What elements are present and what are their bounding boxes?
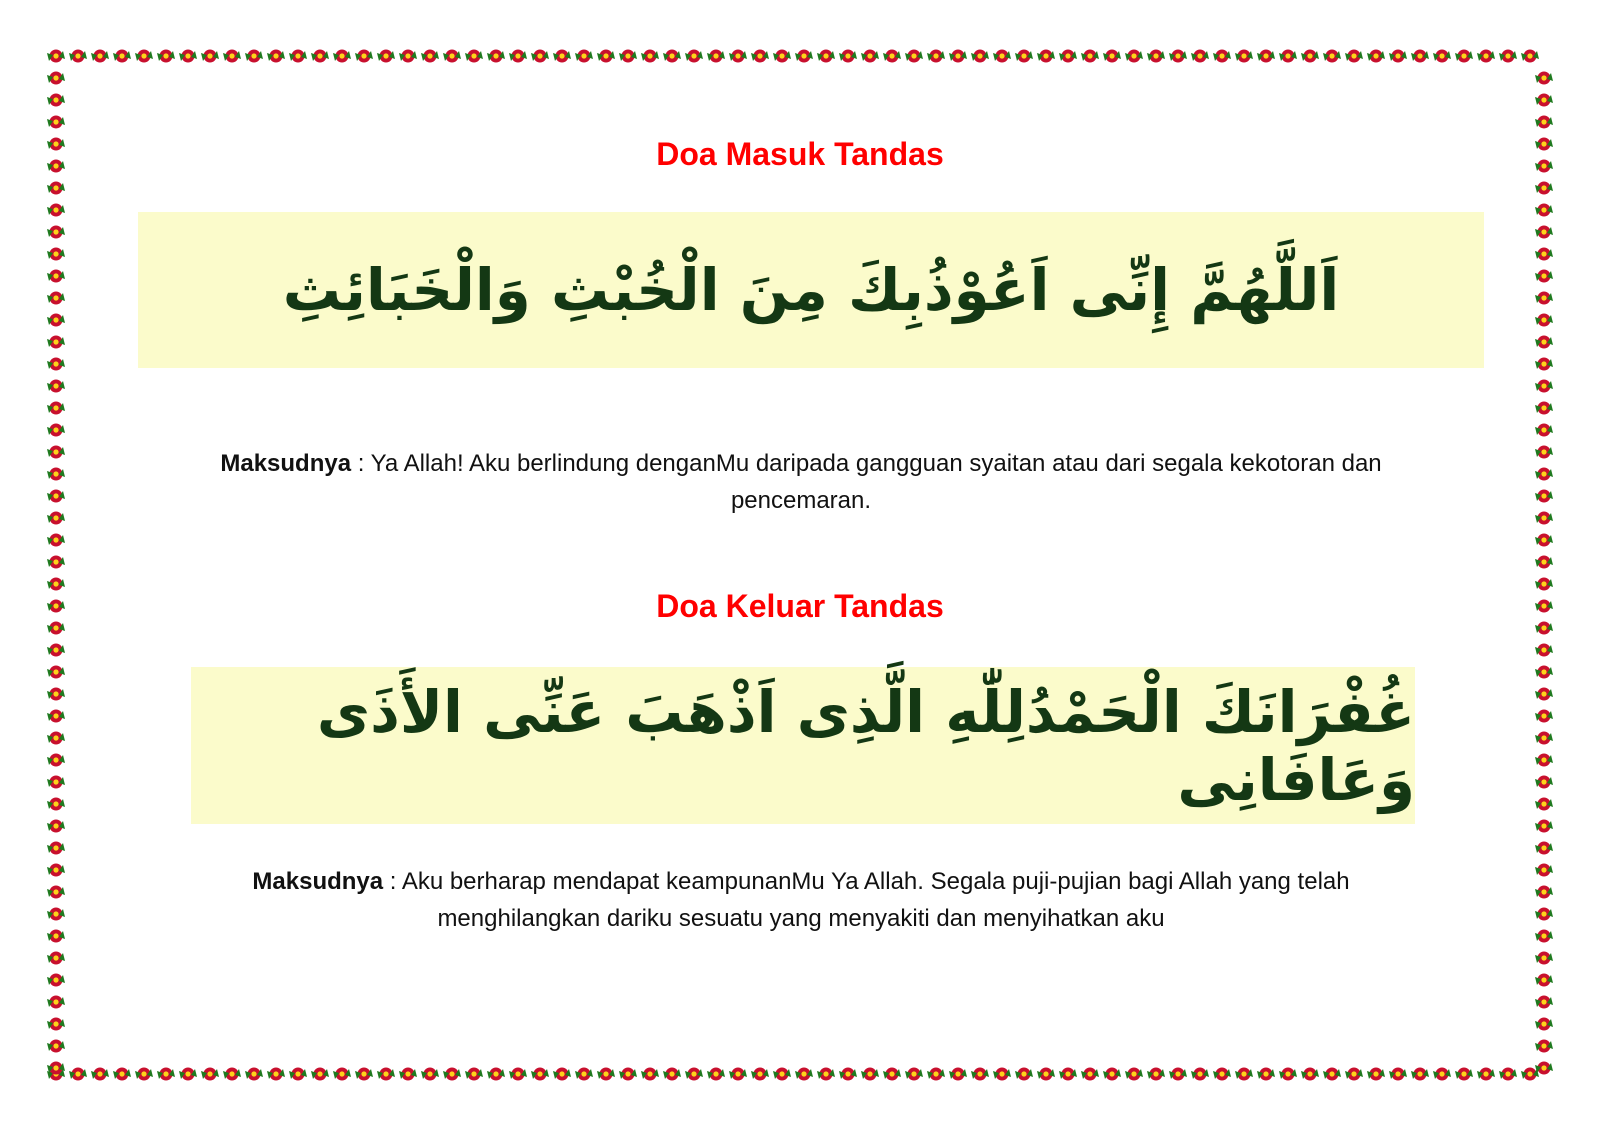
flower-icon [47,50,65,63]
flower-icon [47,974,65,987]
flower-icon [135,50,153,63]
flower-icon [1433,50,1451,63]
flower-icon [685,1068,703,1081]
flower-icon [553,1068,571,1081]
flower-icon [47,182,65,195]
flower-icon [905,50,923,63]
flower-icon [47,270,65,283]
flower-icon [157,1068,175,1081]
flower-icon [1279,1068,1297,1081]
flower-icon [47,94,65,107]
flower-icon [113,50,131,63]
flower-icon [861,50,879,63]
flower-icon [223,1068,241,1081]
flower-icon [443,50,461,63]
flower-icon [1455,1068,1473,1081]
flower-icon [1081,1068,1099,1081]
meaning-masuk [170,445,1432,519]
flower-icon [817,50,835,63]
flower-icon [1191,50,1209,63]
flower-icon [1535,798,1553,811]
flower-icon [1499,1068,1517,1081]
flower-icon [1535,490,1553,503]
meaning-separator: : [383,868,402,895]
flower-icon [201,50,219,63]
flower-icon [1535,94,1553,107]
flower-icon [1345,1068,1363,1081]
flower-icon [685,50,703,63]
flower-icon [1535,732,1553,745]
flower-icon [1477,1068,1495,1081]
flower-icon [47,468,65,481]
flower-icon [1535,710,1553,723]
flower-icon [377,50,395,63]
section-title-masuk: Doa Masuk Tandas [656,136,944,172]
flower-icon [1535,842,1553,855]
flower-icon [553,50,571,63]
flower-icon [289,1068,307,1081]
flower-icon [1521,50,1539,63]
flower-icon [179,1068,197,1081]
flower-icon [1477,50,1495,63]
flower-icon [47,644,65,657]
flower-icon [663,1068,681,1081]
flower-icon [1279,50,1297,63]
flower-icon [1433,1068,1451,1081]
flower-icon [1081,50,1099,63]
flower-icon [619,1068,637,1081]
flower-icon [1535,886,1553,899]
flower-icon [575,50,593,63]
flower-icon [1535,754,1553,767]
flower-icon [267,1068,285,1081]
flower-icon [47,864,65,877]
flower-icon [509,1068,527,1081]
arabic-text-masuk: اَللَّهُمَّ إِنِّى اَعُوْذُبِكَ مِنَ الْخُبْثِ وَالْخَبَائِثِ [282,256,1340,324]
flower-icon [1147,50,1165,63]
flower-icon [1235,50,1253,63]
flower-icon [883,50,901,63]
flower-icon [47,358,65,371]
flower-icon [1323,50,1341,63]
flower-icon [1535,248,1553,261]
flower-icon [1535,666,1553,679]
flower-icon [47,754,65,767]
flower-icon [1535,996,1553,1009]
flower-icon [47,380,65,393]
flower-icon [751,50,769,63]
flower-icon [311,1068,329,1081]
flower-icon [47,930,65,943]
flower-icon [223,50,241,63]
flower-icon [47,688,65,701]
flower-icon [1535,644,1553,657]
flower-icon [531,50,549,63]
flower-icon [597,50,615,63]
flower-icon [355,50,373,63]
flower-icon [47,600,65,613]
flower-icon [47,1040,65,1053]
flower-icon [1535,556,1553,569]
flower-icon [1535,776,1553,789]
flower-icon [707,1068,725,1081]
flower-icon [1535,534,1553,547]
flower-icon [399,1068,417,1081]
flower-icon [1213,1068,1231,1081]
flower-icon [91,50,109,63]
flower-icon [641,50,659,63]
flower-icon [1059,50,1077,63]
flower-icon [1037,1068,1055,1081]
flower-icon [597,1068,615,1081]
flower-icon [773,1068,791,1081]
flower-icon [1367,1068,1385,1081]
flower-icon [1535,512,1553,525]
flower-icon [927,50,945,63]
flower-icon [1103,50,1121,63]
flower-icon [1535,138,1553,151]
flower-icon [47,798,65,811]
flower-icon [971,50,989,63]
flower-icon [707,50,725,63]
flower-icon [1059,1068,1077,1081]
flower-icon [1147,1068,1165,1081]
flower-icon [113,1068,131,1081]
flower-icon [1535,160,1553,173]
flower-icon [245,50,263,63]
flower-icon [1535,204,1553,217]
flower-icon [289,50,307,63]
flower-icon [47,248,65,261]
flower-icon [1015,1068,1033,1081]
arabic-prayer-masuk [138,212,1484,368]
section-title-keluar: Doa Keluar Tandas [656,588,944,624]
flower-icon [993,1068,1011,1081]
flower-icon [1411,1068,1429,1081]
flower-icon [333,50,351,63]
meaning-keluar [190,863,1412,937]
flower-icon [1213,50,1231,63]
flower-icon [47,424,65,437]
flower-icon [1301,1068,1319,1081]
flower-icon [47,908,65,921]
flower-icon [47,138,65,151]
flower-icon [1535,72,1553,85]
flower-icon [927,1068,945,1081]
meaning-text: Aku berharap mendapat keampunanMu Ya Allah. Segala puji-pujian bagi Allah yang telah menghilangkan dariku sesuatu yang menyakiti dan menyihatkan aku [401,868,1350,932]
flower-icon [1535,270,1553,283]
flower-icon [91,1068,109,1081]
flower-icon [1535,182,1553,195]
meaning-text: Ya Allah! Aku berlindung denganMu daripada gangguan syaitan atau dari segala kekotoran dan pencemaran. [370,450,1382,514]
flower-icon [1345,50,1363,63]
flower-icon [47,732,65,745]
flower-icon [839,50,857,63]
flower-icon [663,50,681,63]
flower-icon [47,402,65,415]
flower-icon [267,50,285,63]
flower-icon [355,1068,373,1081]
flower-icon [1535,446,1553,459]
flower-icon [47,952,65,965]
flower-icon [1499,50,1517,63]
flower-icon [443,1068,461,1081]
flower-icon [795,1068,813,1081]
flower-icon [47,292,65,305]
flower-icon [47,490,65,503]
flower-icon [1015,50,1033,63]
flower-icon [47,622,65,635]
flower-icon [531,1068,549,1081]
flower-icon [245,1068,263,1081]
flower-icon [1535,622,1553,635]
flower-icon [839,1068,857,1081]
flower-icon [1535,974,1553,987]
flower-icon [1367,50,1385,63]
flower-icon [47,710,65,723]
flower-icon [1037,50,1055,63]
flower-icon [575,1068,593,1081]
flower-icon [47,446,65,459]
flower-icon [487,50,505,63]
flower-icon [1535,864,1553,877]
flower-icon [1535,820,1553,833]
flower-icon [421,1068,439,1081]
meaning-separator: : [351,450,371,477]
flower-icon [1535,688,1553,701]
flower-icon [1535,930,1553,943]
flower-icon [399,50,417,63]
flower-icon [773,50,791,63]
flower-icon [1535,292,1553,305]
flower-icon [47,820,65,833]
flower-icon [47,512,65,525]
arabic-text-keluar: غُفْرَانَكَ الْحَمْدُلِلّٰهِ الَّذِى اَذْهَبَ عَنِّى الأَذَى وَعَافَانِى [316,677,1415,814]
flower-icon [1535,116,1553,129]
flower-icon [47,72,65,85]
flower-icon [1103,1068,1121,1081]
flower-icon [47,666,65,679]
flower-icon [729,1068,747,1081]
flower-icon [641,1068,659,1081]
flower-icon [1535,358,1553,371]
flower-icon [47,996,65,1009]
flower-icon [47,204,65,217]
flower-icon [1389,1068,1407,1081]
flower-icon [1169,50,1187,63]
flower-icon [179,50,197,63]
flower-icon [47,116,65,129]
flower-icon [47,1018,65,1031]
flower-icon [1535,908,1553,921]
arabic-prayer-keluar [191,667,1415,824]
flower-icon [949,1068,967,1081]
flower-icon [1535,952,1553,965]
flower-icon [905,1068,923,1081]
flower-icon [69,1068,87,1081]
flower-icon [1455,50,1473,63]
flower-icon [1323,1068,1341,1081]
flower-icon [1411,50,1429,63]
flower-icon [993,50,1011,63]
flower-icon [465,1068,483,1081]
flower-icon [157,50,175,63]
meaning-label: Maksudnya [220,450,352,477]
flower-icon [729,50,747,63]
flower-icon [333,1068,351,1081]
flower-icon [47,336,65,349]
flower-icon [949,50,967,63]
flower-icon [69,50,87,63]
flower-icon [1257,50,1275,63]
meaning-label: Maksudnya [252,868,384,895]
flower-icon [135,1068,153,1081]
flower-icon [201,1068,219,1081]
flower-icon [1257,1068,1275,1081]
flower-icon [1535,226,1553,239]
flower-icon [1535,468,1553,481]
flower-icon [883,1068,901,1081]
flower-icon [1535,424,1553,437]
flower-icon [1125,1068,1143,1081]
flower-icon [377,1068,395,1081]
flower-icon [1125,50,1143,63]
flower-icon [509,50,527,63]
flower-icon [47,534,65,547]
flower-icon [1535,336,1553,349]
flower-icon [1535,600,1553,613]
flower-icon [421,50,439,63]
flower-icon [487,1068,505,1081]
flower-icon [47,886,65,899]
flower-icon [1389,50,1407,63]
flower-icon [47,160,65,173]
flower-icon [1535,314,1553,327]
flower-icon [1191,1068,1209,1081]
flower-icon [1235,1068,1253,1081]
flower-icon [47,578,65,591]
flower-icon [311,50,329,63]
flower-icon [1535,578,1553,591]
flower-icon [861,1068,879,1081]
flower-icon [751,1068,769,1081]
flower-icon [47,556,65,569]
flower-icon [1169,1068,1187,1081]
flower-icon [1535,402,1553,415]
flower-icon [47,776,65,789]
flower-icon [1535,1018,1553,1031]
flower-icon [47,314,65,327]
flower-icon [47,842,65,855]
flower-icon [795,50,813,63]
flower-icon [47,226,65,239]
flower-icon [817,1068,835,1081]
flower-icon [1535,1040,1553,1053]
flower-icon [971,1068,989,1081]
flower-icon [1535,380,1553,393]
page-content [70,70,1530,1060]
flower-icon [619,50,637,63]
flower-icon [1301,50,1319,63]
flower-icon [465,50,483,63]
